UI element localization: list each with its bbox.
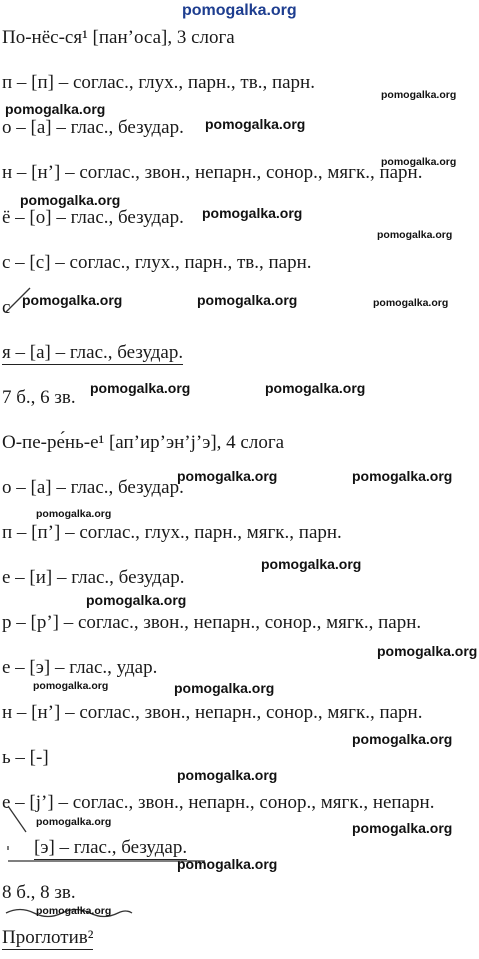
watermark: pomogalka.org <box>174 680 275 696</box>
watermark: pomogalka.org <box>36 816 112 828</box>
watermark: pomogalka.org <box>381 89 457 101</box>
watermark: pomogalka.org <box>352 468 453 484</box>
header-watermark: pomogalka.org <box>182 2 297 19</box>
watermark: pomogalka.org <box>177 856 278 872</box>
phonetic-line: ь – [-] <box>2 747 49 768</box>
watermark: pomogalka.org <box>33 680 109 692</box>
watermark: pomogalka.org <box>36 905 112 917</box>
underlined-text: [э] – глас., безудар. <box>34 837 188 858</box>
phonetic-line: о – [а] – глас., безудар. <box>2 477 184 498</box>
phonetic-line: е – [э] – глас., удар. <box>2 657 158 678</box>
watermark: pomogalka.org <box>377 229 453 241</box>
watermark: pomogalka.org <box>373 297 449 309</box>
phonetic-line: с <box>2 297 11 318</box>
phonetic-line: п – [п] – соглас., глух., парн., тв., парн. <box>2 72 315 93</box>
phonetic-line: н – [н’] – соглас., звон., непарн., сонор., мягк., парн. <box>2 162 423 183</box>
phonetic-line: е – [j’] – соглас., звон., непарн., сонор., мягк., непарн. <box>2 792 435 813</box>
phonetic-line: о – [а] – глас., безудар. <box>2 117 184 138</box>
summary-line: 8 б., 8 зв. <box>2 882 76 903</box>
watermark: pomogalka.org <box>90 380 191 396</box>
watermark: pomogalka.org <box>265 380 366 396</box>
underlined-text: я – [а] – глас., безудар. <box>2 342 184 363</box>
watermark: pomogalka.org <box>36 508 112 520</box>
summary-line: 7 б., 6 зв. <box>2 387 76 408</box>
phonetic-line: е – [и] – глас., безудар. <box>2 567 185 588</box>
watermark: pomogalka.org <box>22 292 123 308</box>
watermark: pomogalka.org <box>381 156 457 168</box>
phonetic-line: п – [п’] – соглас., глух., парн., мягк., парн. <box>2 522 342 543</box>
phonetic-line: р – [р’] – соглас., звон., непарн., сонор., мягк., парн. <box>2 612 422 633</box>
watermark: pomogalka.org <box>377 643 478 659</box>
watermark: pomogalka.org <box>352 731 453 747</box>
watermark: pomogalka.org <box>86 592 187 608</box>
phonetic-line: н – [н’] – соглас., звон., непарн., сонор., мягк., парн. <box>2 702 423 723</box>
watermark: pomogalka.org <box>261 556 362 572</box>
watermark: pomogalka.org <box>352 820 453 836</box>
watermark: pomogalka.org <box>5 101 106 117</box>
phonetic-line: с – [с] – соглас., глух., парн., тв., парн. <box>2 252 312 273</box>
watermark: pomogalka.org <box>177 468 278 484</box>
underlined-text: Проглотив² <box>2 927 94 948</box>
watermark: pomogalka.org <box>205 116 306 132</box>
word-title-ponessya: По-нёс-ся¹ [пан’оса], 3 слога <box>2 27 235 48</box>
phonetic-line: ё – [о] – глас., безудар. <box>2 207 184 228</box>
word-title-operenye: О-пе-ре́нь-е¹ [ап’ир’эн’j’э], 4 слога <box>2 432 285 453</box>
watermark: pomogalka.org <box>20 192 121 208</box>
watermark: pomogalka.org <box>202 205 303 221</box>
watermark: pomogalka.org <box>197 292 298 308</box>
watermark: pomogalka.org <box>177 767 278 783</box>
